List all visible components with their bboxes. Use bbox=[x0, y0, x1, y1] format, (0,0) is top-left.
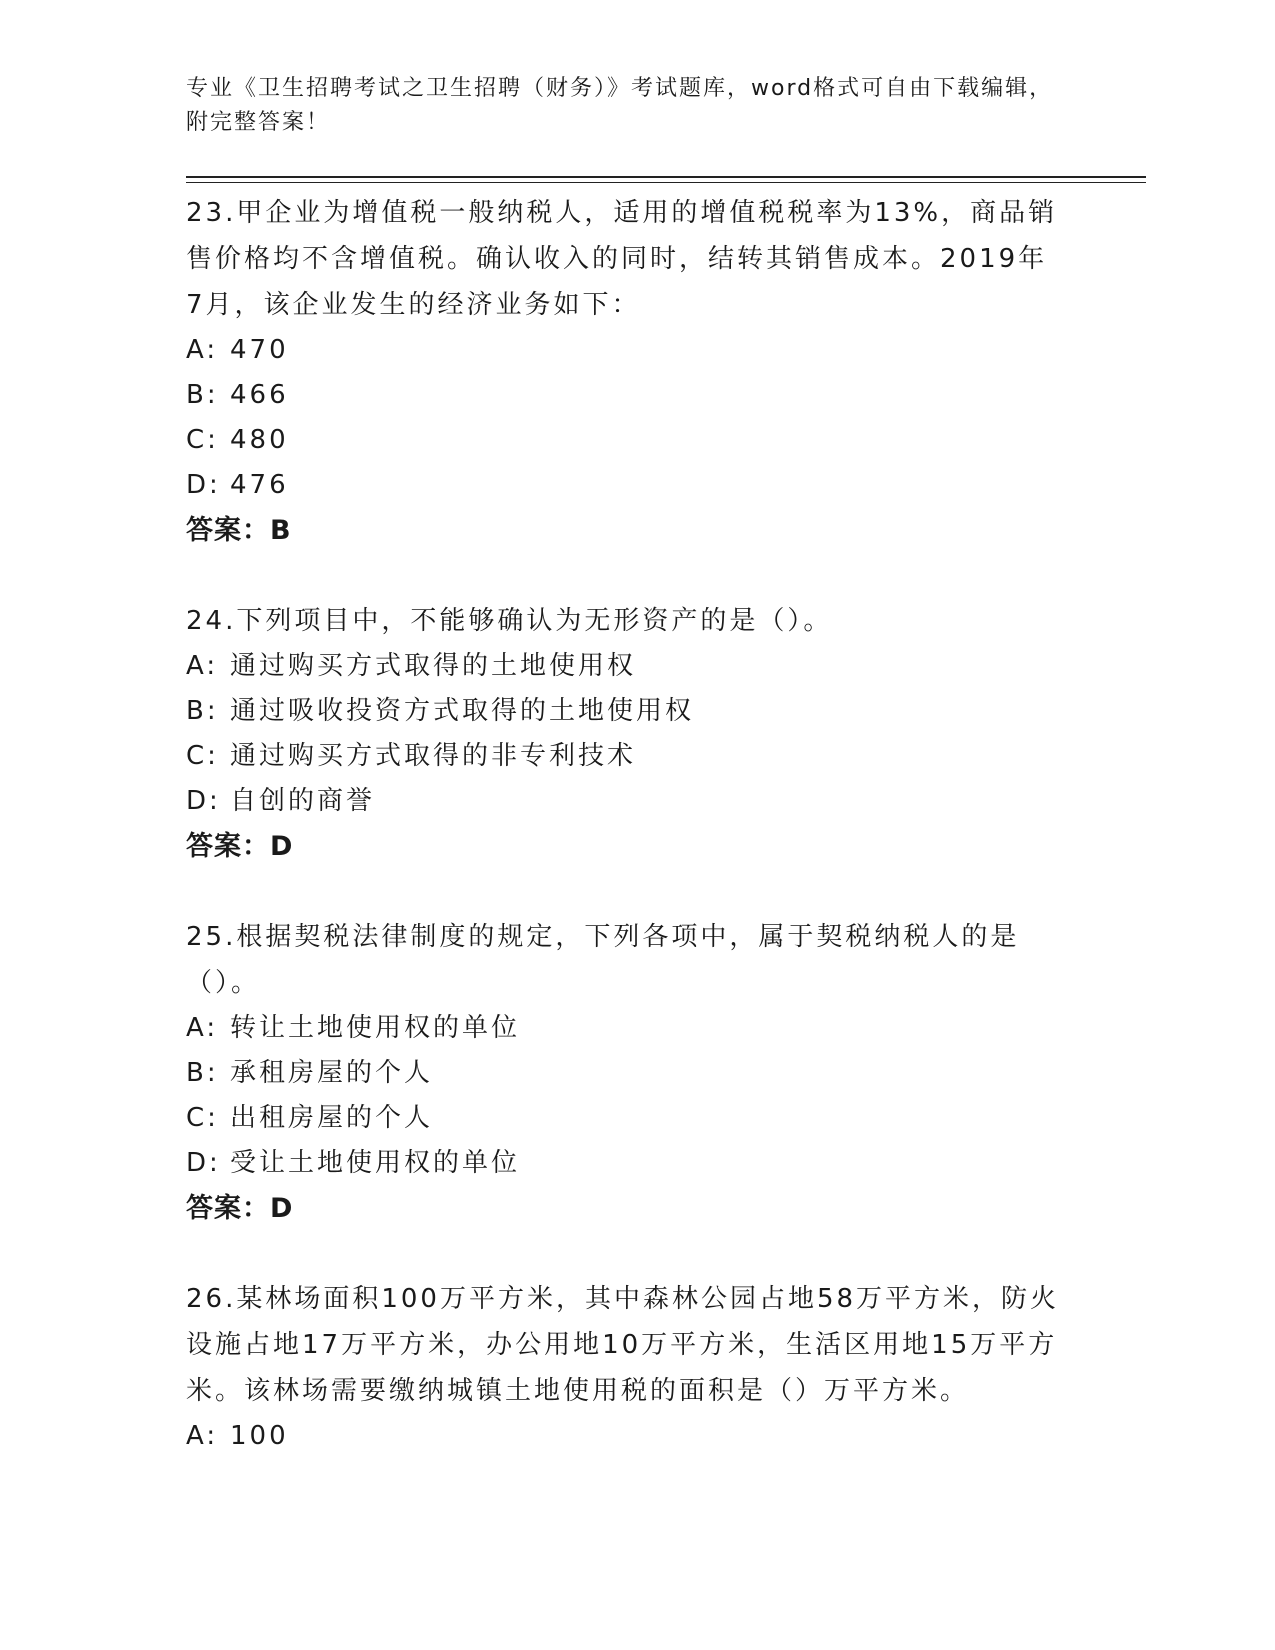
option-text: 466 bbox=[230, 380, 289, 410]
option-text: 470 bbox=[230, 335, 289, 365]
answer-line: 答案：D bbox=[186, 1193, 294, 1224]
question-26 bbox=[186, 1276, 1066, 1459]
option-a bbox=[186, 1414, 1066, 1459]
header-divider bbox=[186, 176, 1146, 178]
option-d bbox=[186, 1141, 1066, 1186]
option-letter: D: bbox=[186, 786, 221, 816]
option-text: 通过购买方式取得的土地使用权 bbox=[230, 651, 637, 681]
option-c bbox=[186, 1096, 1066, 1141]
option-letter: B: bbox=[186, 380, 219, 410]
option-d bbox=[186, 779, 1066, 824]
option-text: 通过吸收投资方式取得的土地使用权 bbox=[230, 696, 695, 726]
option-letter: C: bbox=[186, 1103, 219, 1133]
option-b bbox=[186, 689, 1066, 734]
option-letter: A: bbox=[186, 651, 219, 681]
option-text: 承租房屋的个人 bbox=[230, 1058, 434, 1088]
option-letter: A: bbox=[186, 335, 219, 365]
option-text: 480 bbox=[230, 425, 289, 455]
option-text: 通过购买方式取得的非专利技术 bbox=[230, 741, 637, 771]
question-24 bbox=[186, 598, 1066, 870]
option-letter: C: bbox=[186, 741, 219, 771]
option-a bbox=[186, 1006, 1066, 1051]
question-23 bbox=[186, 190, 1066, 554]
question-25 bbox=[186, 914, 1066, 1232]
option-text: 自创的商誉 bbox=[230, 786, 376, 816]
option-letter: B: bbox=[186, 696, 219, 726]
option-text: 受让土地使用权的单位 bbox=[230, 1148, 521, 1178]
option-c bbox=[186, 734, 1066, 779]
option-c bbox=[186, 418, 1066, 463]
option-letter: C: bbox=[186, 425, 219, 455]
question-stem: 23.甲企业为增值税一般纳税人，适用的增值税税率为13%，商品销售价格均不含增值税。确认收入的同时，结转其销售成本。2019年7月，该企业发生的经济业务如下： bbox=[186, 198, 1058, 320]
option-b bbox=[186, 1051, 1066, 1096]
option-letter: A: bbox=[186, 1013, 219, 1043]
question-stem: 24.下列项目中，不能够确认为无形资产的是（）。 bbox=[186, 606, 833, 636]
answer-line: 答案：B bbox=[186, 515, 292, 546]
document-header: 专业《卫生招聘考试之卫生招聘（财务）》考试题库，word格式可自由下载编辑，附完整答案！ bbox=[186, 76, 1054, 135]
option-text: 476 bbox=[230, 470, 289, 500]
option-letter: D: bbox=[186, 1148, 221, 1178]
question-stem: 25.根据契税法律制度的规定，下列各项中，属于契税纳税人的是（）。 bbox=[186, 922, 1020, 998]
header-divider-thin bbox=[186, 182, 1146, 183]
question-stem: 26.某林场面积100万平方米，其中森林公园占地58万平方米，防火设施占地17万平方米，办公用地10万平方米，生活区用地15万平方米。该林场需要缴纳城镇土地使用税的面积是（）万平方米。 bbox=[186, 1284, 1060, 1406]
option-d bbox=[186, 463, 1066, 508]
option-text: 转让土地使用权的单位 bbox=[230, 1013, 521, 1043]
question-list bbox=[186, 190, 1066, 1503]
option-text: 100 bbox=[230, 1421, 289, 1451]
option-text: 出租房屋的个人 bbox=[230, 1103, 434, 1133]
option-letter: D: bbox=[186, 470, 221, 500]
answer-line: 答案：D bbox=[186, 831, 294, 862]
option-letter: B: bbox=[186, 1058, 219, 1088]
option-a bbox=[186, 644, 1066, 689]
option-a bbox=[186, 328, 1066, 373]
option-letter: A: bbox=[186, 1421, 219, 1451]
option-b bbox=[186, 373, 1066, 418]
